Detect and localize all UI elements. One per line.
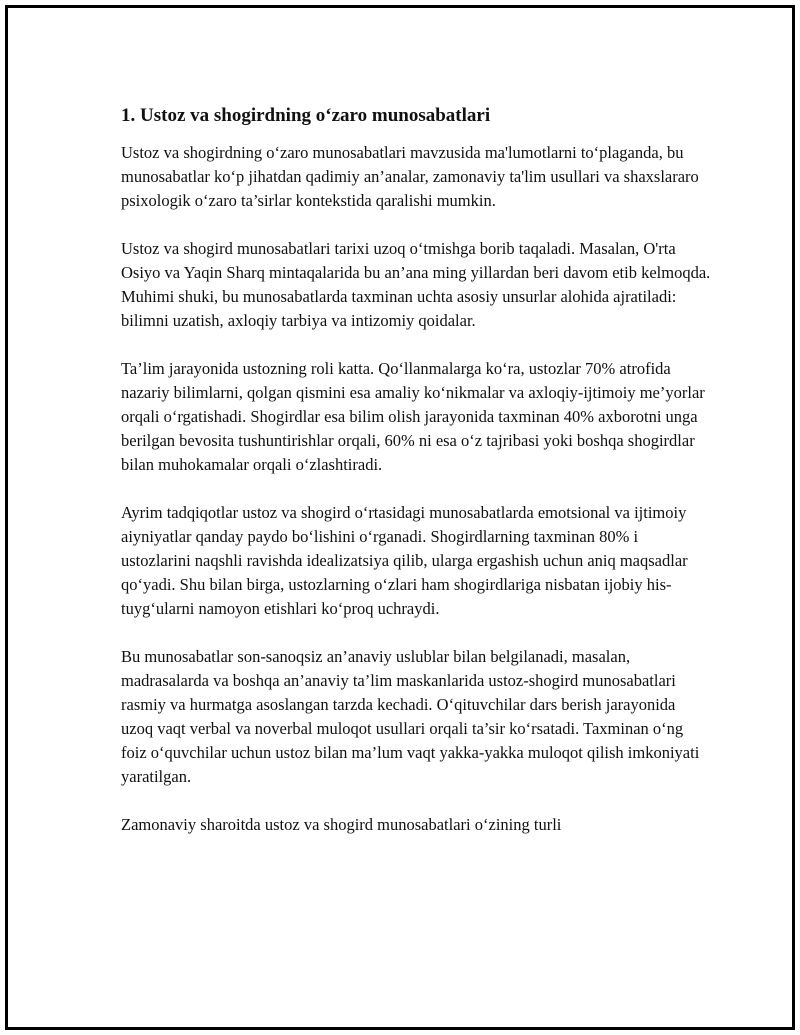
- paragraph-6: Zamonaviy sharoitda ustoz va shogird munosabatlari o‘zining turli: [121, 815, 562, 834]
- document-page: [5, 5, 795, 1030]
- section-heading: 1. Ustoz va shogirdning o‘zaro munosabatlari: [121, 105, 491, 126]
- paragraph-3: Ta’lim jarayonida ustozning roli katta. Qo‘llanmalarga ko‘ra, ustozlar 70% atrofida nazariy bilimlarni, qolgan qismini esa amaliy ko‘nikmalar va axloqiy-ijtimoiy me’yorlar orqali o‘rgatishadi. Shogirdlar esa bilim olish jarayonida taxminan 40% axborotni unga berilgan bevosita tushuntirishlar orqali, 60% ni esa o‘z tajribasi yoki boshqa shogirdlar bilan muhokamalar orqali o‘zlashtiradi.: [121, 359, 705, 474]
- paragraph-5: Bu munosabatlar son-sanoqsiz an’anaviy uslublar bilan belgilanadi, masalan, madrasalarda va boshqa an’anaviy ta’lim maskanlarida ustoz-shogird munosabatlari rasmiy va hurmatga asoslangan tarzda kechadi. O‘qituvchilar dars berish jarayonida uzoq vaqt verbal va noverbal muloqot usullari orqali ta’sir ko‘rsatadi. Taxminan o‘ng foiz o‘quvchilar uchun ustoz bilan ma’lum vaqt yakka-yakka muloqot qilish imkoniyati yaratilgan.: [121, 647, 700, 786]
- paragraph-2: Ustoz va shogird munosabatlari tarixi uzoq o‘tmishga borib taqaladi. Masalan, O'rta Osiyo va Yaqin Sharq mintaqalarida bu an’ana ming yillardan beri davom etib kelmoqda. Muhimi shuki, bu munosabatlarda taxminan uchta asosiy unsurlar alohida ajratiladi: bilimni uzatish, axloqiy tarbiya va intizomiy qoidalar.: [121, 239, 711, 330]
- paragraph-1: Ustoz va shogirdning o‘zaro munosabatlari mavzusida ma'lumotlarni to‘plaganda, bu munosabatlar ko‘p jihatdan qadimiy an’analar, zamonaviy ta'lim usullari va shaxslararo psixologik o‘zaro ta’sirlar kontekstida qaralishi mumkin.: [121, 143, 699, 210]
- document-body: [121, 104, 711, 861]
- paragraph-4: Ayrim tadqiqotlar ustoz va shogird o‘rtasidagi munosabatlarda emotsional va ijtimoiy aiyniyatlar qanday paydo bo‘lishini o‘rganadi. Shogirdlarning taxminan 80% i ustozlarini naqshli ravishda idealizatsiya qilib, ularga ergashish uchun aniq maqsadlar qo‘yadi. Shu bilan birga, ustozlarning o‘zlari ham shogirdlariga nisbatan ijobiy his-tuyg‘ularni namoyon etishlari ko‘proq uchraydi.: [121, 503, 688, 618]
